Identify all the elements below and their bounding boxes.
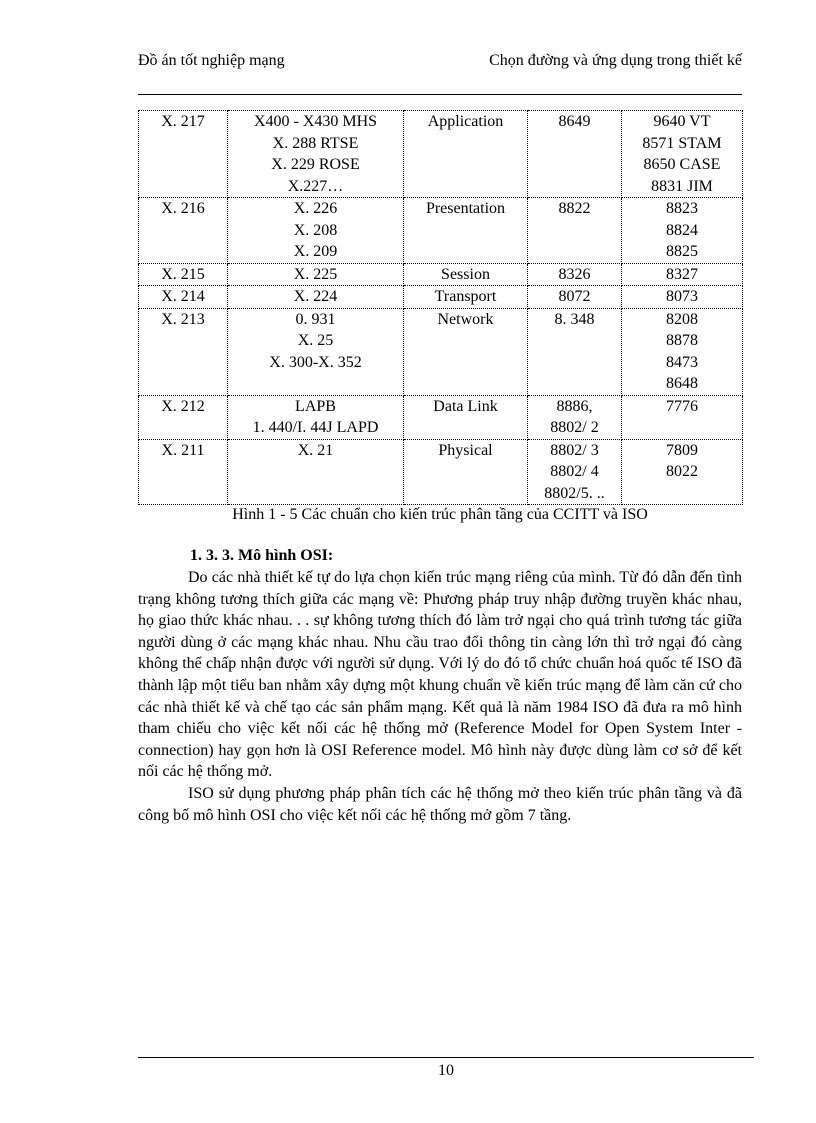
section-body xyxy=(138,567,742,826)
osi-layer-cell: Network xyxy=(404,308,528,395)
cell-line: 8886, xyxy=(556,397,593,415)
osi-layer-cell: Transport xyxy=(404,286,528,309)
ccitt-recommendation-cell: X. 217 xyxy=(139,111,228,198)
paragraph: Do các nhà thiết kế tự do lựa chọn kiến trúc mạng riêng của mình. Từ đó dẫn đến tình trạng không tương thích giữa các mạng về: Phương pháp truy nhập đường truyền khác nhau, họ giao thức khác nhau. . . sự không tương thích đó làm trở ngại cho quá trình tương tác giữa người dùng ở các mạng khác nhau. Nhu cầu trao đổi thông tin càng lớn thì trở ngại đó càng không thể chấp nhận được với người sử dụng. Với lý do đó tổ chức chuẩn hoá quốc tế ISO đã thành lập một tiểu ban nhằm xây dựng một khung chuẩn về kiến trúc mạng để làm căn cứ cho các nhà thiết kế và chế tạo các sản phẩm mạng. Kết quả là năm 1984 ISO đã đưa ra mô hình tham chiếu cho việc kết nối các hệ thống mở (Reference Model for Open System Inter - connection) hay gọn hơn là OSI Reference model. Mô hình này được dùng làm cơ sở để kết nối các hệ thống mở. xyxy=(138,569,742,781)
footer-divider xyxy=(138,1057,754,1058)
iso-protocol-cell xyxy=(622,263,743,286)
cell-line: 8878 xyxy=(666,332,698,349)
ccitt-protocols-cell xyxy=(228,395,404,439)
cell-line: 8824 xyxy=(666,221,698,239)
cell-line: X. 288 RTSE xyxy=(272,134,359,152)
ccitt-recommendation-cell: X. 215 xyxy=(139,263,228,286)
cell-line: 8073 xyxy=(666,288,698,305)
table-row xyxy=(139,286,743,309)
iso-protocol-cell xyxy=(622,286,743,309)
cell-line: X. 224 xyxy=(293,288,338,305)
header-left-title: Đồ án tốt nghiệp mạng xyxy=(138,52,285,69)
table-row xyxy=(139,111,743,198)
page-number: 10 xyxy=(438,1062,454,1079)
cell-line: 8802/5. .. xyxy=(544,484,605,502)
ccitt-protocols-cell xyxy=(228,286,404,309)
cell-line: 8648 xyxy=(666,375,698,392)
cell-line: X. 225 xyxy=(293,265,338,283)
cell-line: X.227… xyxy=(287,177,344,195)
osi-layer-cell: Presentation xyxy=(404,198,528,264)
ccitt-recommendation-cell: X. 211 xyxy=(139,439,228,505)
paragraph: ISO sử dụng phương pháp phân tích các hệ thống mở theo kiến trúc phân tầng và đã công bố mô hình OSI cho việc kết nối các hệ thống mở gồm 7 tầng. xyxy=(138,784,742,824)
osi-layer-cell: Data Link xyxy=(404,395,528,439)
ccitt-protocols-cell xyxy=(228,198,404,264)
header-right-title: Chọn đường và ứng dụng trong thiết kế xyxy=(489,52,742,69)
osi-layer-cell: Application xyxy=(404,111,528,198)
cell-line: 8. 348 xyxy=(554,310,595,328)
ccitt-protocols-cell xyxy=(228,111,404,198)
cell-line: 8802/ 3 xyxy=(550,441,599,459)
cell-line: X. 226 xyxy=(293,200,338,217)
cell-line: X. 25 xyxy=(297,332,334,349)
cell-line: X. 208 xyxy=(293,221,338,239)
cell-line: X. 21 xyxy=(297,441,334,459)
cell-line: 9640 VT xyxy=(653,113,711,130)
iso-protocol-cell xyxy=(622,308,743,395)
cell-line: LAPB xyxy=(295,397,336,415)
cell-line: 8649 xyxy=(558,113,591,130)
iso-service-cell xyxy=(528,286,622,309)
figure-caption: Hình 1 - 5 Các chuẩn cho kiến trúc phân tầng của CCITT và ISO xyxy=(232,506,648,523)
table-row xyxy=(139,395,743,439)
cell-line: 7809 xyxy=(666,441,698,459)
iso-service-cell xyxy=(528,395,622,439)
cell-line: X. 209 xyxy=(293,243,338,260)
table-row xyxy=(139,308,743,395)
header-divider xyxy=(138,94,742,95)
cell-line: 8802/ 2 xyxy=(550,419,599,436)
cell-line: 8473 xyxy=(666,353,698,371)
cell-line: X400 - X430 MHS xyxy=(253,113,378,130)
iso-service-cell xyxy=(528,111,622,198)
cell-line: X. 300-X. 352 xyxy=(269,353,362,371)
cell-line: 8571 STAM xyxy=(642,134,722,152)
iso-service-cell xyxy=(528,308,622,395)
iso-service-cell xyxy=(528,439,622,505)
table-row xyxy=(139,439,743,505)
cell-line: 7776 xyxy=(666,397,698,415)
cell-line: 8825 xyxy=(666,243,698,260)
ccitt-recommendation-cell: X. 212 xyxy=(139,395,228,439)
cell-line: 8822 xyxy=(558,200,591,217)
ccitt-protocols-cell xyxy=(228,308,404,395)
iso-service-cell xyxy=(528,263,622,286)
cell-line: 1. 440/I. 44J LAPD xyxy=(252,419,379,436)
standards-table-body xyxy=(139,111,743,505)
iso-protocol-cell xyxy=(622,111,743,198)
section-heading: 1. 3. 3. Mô hình OSI: xyxy=(190,547,334,564)
ccitt-recommendation-cell: X. 214 xyxy=(139,286,228,309)
iso-service-cell xyxy=(528,198,622,264)
ccitt-recommendation-cell: X. 213 xyxy=(139,308,228,395)
cell-line: 8326 xyxy=(558,265,591,283)
cell-line: 8831 JIM xyxy=(651,177,713,195)
table-row xyxy=(139,263,743,286)
cell-line: 0. 931 xyxy=(295,310,336,328)
cell-line: 8802/ 4 xyxy=(550,463,599,480)
cell-line: 8650 CASE xyxy=(643,156,721,173)
table-row xyxy=(139,198,743,264)
ccitt-protocols-cell xyxy=(228,439,404,505)
cell-line: 8072 xyxy=(558,288,591,305)
osi-layer-cell: Session xyxy=(404,263,528,286)
cell-line: 8823 xyxy=(666,200,698,217)
standards-table xyxy=(138,110,743,505)
iso-protocol-cell xyxy=(622,439,743,505)
cell-line: 8022 xyxy=(666,463,698,480)
cell-line: X. 229 ROSE xyxy=(271,156,360,173)
osi-layer-cell: Physical xyxy=(404,439,528,505)
ccitt-protocols-cell xyxy=(228,263,404,286)
ccitt-recommendation-cell: X. 216 xyxy=(139,198,228,264)
iso-protocol-cell xyxy=(622,395,743,439)
cell-line: 8327 xyxy=(666,265,698,283)
iso-protocol-cell xyxy=(622,198,743,264)
cell-line: 8208 xyxy=(666,310,698,328)
